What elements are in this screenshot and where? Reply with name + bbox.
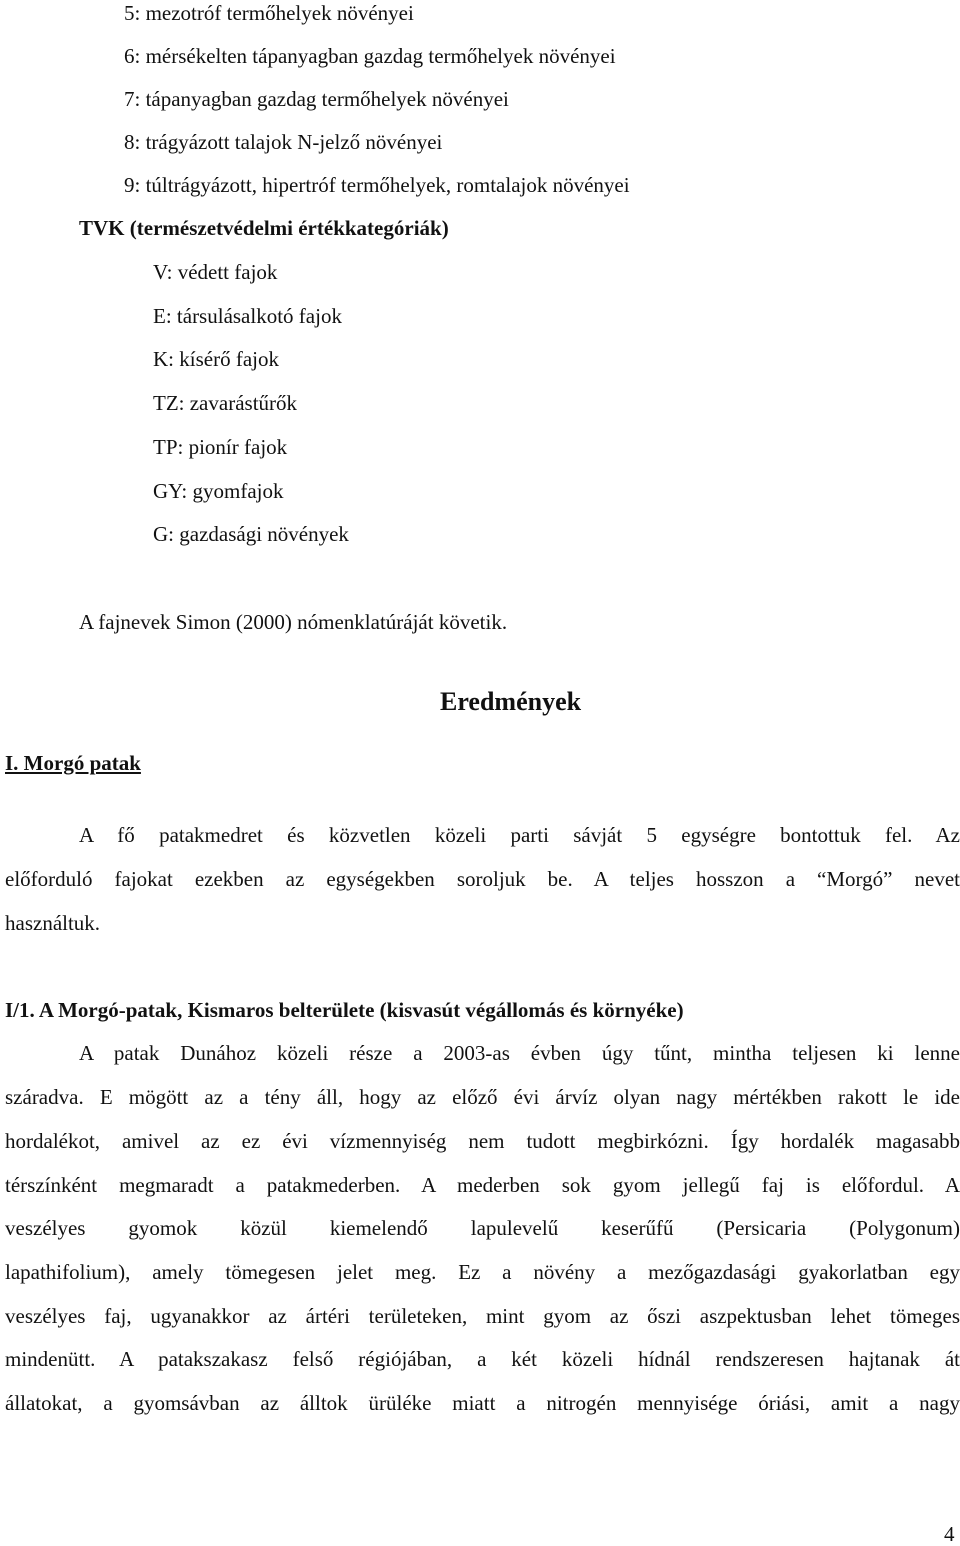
tvk-item-g: G: gazdasági növények — [153, 522, 349, 546]
paragraph-line: használtuk. — [5, 911, 101, 935]
paragraph-line: hordalékot, amivel az ez évi vízmennyiség nem tudott megbirkózni. Így hordalék magasabb — [5, 1129, 960, 1153]
subsection-title: I/1. A Morgó-patak, Kismaros belterülete (kisvasút végállomás és környéke) — [5, 998, 684, 1022]
list-item-7: 7: tápanyagban gazdag termőhelyek növényei — [124, 87, 509, 111]
tvk-item-gy: GY: gyomfajok — [153, 479, 284, 503]
results-heading: Eredmények — [440, 687, 582, 716]
tvk-item-tz: TZ: zavarástűrők — [153, 391, 298, 415]
list-item-6: 6: mérsékelten tápanyagban gazdag termőhelyek növényei — [124, 44, 616, 68]
tvk-item-tp: TP: pionír fajok — [153, 435, 288, 459]
page-number: 4 — [944, 1522, 955, 1546]
tvk-item-e: E: társulásalkotó fajok — [153, 304, 342, 328]
paragraph-line: veszélyes gyomok közül kiemelendő lapulevelű keserűfű (Persicaria (Polygonum) — [5, 1216, 960, 1240]
section-title-morgo-patak: I. Morgó patak — [5, 751, 141, 775]
paragraph-line: állatokat, a gyomsávban az álltok ürüléke miatt a nitrogén mennyisége óriási, amit a nagy — [5, 1391, 960, 1415]
paragraph-line: lapathifolium), amely tömegesen jelet meg. Ez a növény a mezőgazdasági gyakorlatban egy — [5, 1260, 960, 1284]
paragraph-line: térszínként megmaradt a patakmederben. A mederben sok gyom jellegű faj is előfordul. A — [5, 1173, 960, 1197]
paragraph-line: A patak Dunához közeli része a 2003-as évben úgy tűnt, mintha teljesen ki lenne — [79, 1041, 960, 1065]
nomenclature-note: A fajnevek Simon (2000) nómenklatúráját követik. — [79, 610, 508, 634]
paragraph-line: A fő patakmedret és közvetlen közeli parti sávját 5 egységre bontottuk fel. Az — [79, 823, 960, 847]
list-item-5: 5: mezotróf termőhelyek növényei — [124, 1, 414, 25]
list-item-8: 8: trágyázott talajok N-jelző növényei — [124, 130, 443, 154]
tvk-item-k: K: kísérő fajok — [153, 347, 279, 371]
tvk-heading: TVK (természetvédelmi értékkategóriák) — [79, 216, 449, 240]
paragraph-line: mindenütt. A patakszakasz felső régiójában, a két közeli hídnál rendszeresen hajtanak át — [5, 1347, 960, 1371]
paragraph-line: előforduló fajokat ezekben az egységekben soroljuk be. A teljes hosszon a “Morgó” nevet — [5, 867, 960, 891]
list-item-9: 9: túltrágyázott, hipertróf termőhelyek, romtalajok növényei — [124, 173, 630, 197]
paragraph-line: veszélyes faj, ugyanakkor az ártéri területeken, mint gyom az őszi aszpektusban lehet tömeges — [5, 1304, 960, 1328]
tvk-item-v: V: védett fajok — [153, 260, 278, 284]
paragraph-line: száradva. E mögött az a tény áll, hogy az előző évi árvíz olyan nagy mértékben rakott le ide — [5, 1085, 960, 1109]
